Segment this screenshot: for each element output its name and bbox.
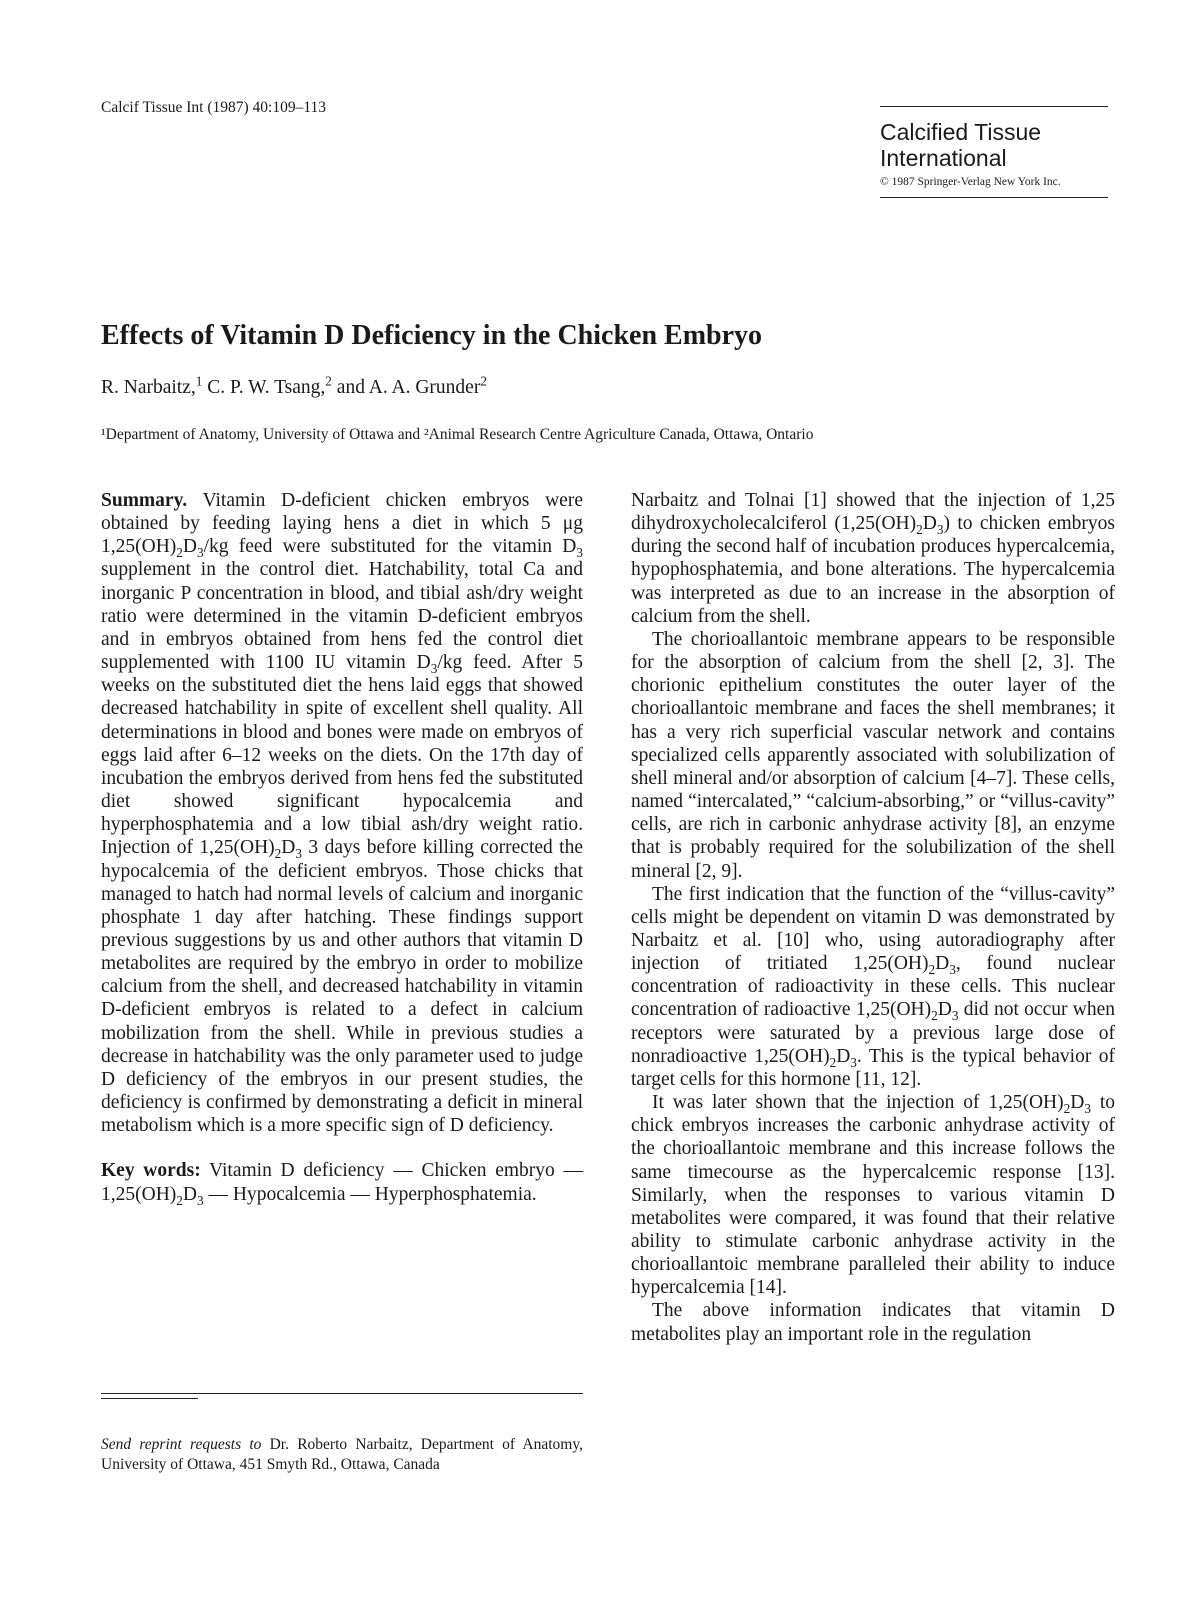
footnote-short-rule bbox=[101, 1398, 198, 1399]
author-list bbox=[101, 373, 487, 399]
keywords-paragraph bbox=[101, 1159, 583, 1208]
reprint-footnote bbox=[101, 1435, 583, 1475]
subscript: 2 bbox=[916, 522, 923, 538]
body-paragraph-3 bbox=[631, 883, 1115, 1091]
body-text: , found nuclear concentration of radioactivity in these cells. This nuclear concentration of radioactive 1,25(OH) bbox=[631, 953, 1115, 1021]
subscript: 2 bbox=[176, 1192, 183, 1208]
footnote-label: Send reprint requests to bbox=[101, 1436, 262, 1453]
footnote-text: Dr. Roberto Narbaitz, Department of Anatomy, University of Ottawa, 451 Smyth Rd., Ottawa, Canada bbox=[101, 1436, 583, 1473]
left-column bbox=[101, 489, 583, 1206]
body-paragraph-1 bbox=[631, 489, 1115, 628]
subscript: 3 bbox=[1084, 1100, 1091, 1116]
journal-masthead bbox=[880, 106, 1108, 198]
copyright-notice: © 1987 Springer-Verlag New York Inc. bbox=[880, 176, 1061, 188]
subscript: 2 bbox=[1063, 1100, 1071, 1116]
subscript: 3 bbox=[936, 522, 944, 538]
summary-label: Summary. bbox=[101, 490, 188, 511]
author-affiliation-mark: 2 bbox=[325, 373, 332, 389]
body-paragraph-4 bbox=[631, 1091, 1115, 1299]
summary-paragraph bbox=[101, 489, 583, 1137]
body-text: D bbox=[935, 953, 950, 975]
summary-text: 3 days before killing corrected the hypocalcemia of the deficient embryos. Those chicks that managed to hatch had normal levels of calcium and inorganic phosphate 1 day after hatching. These findings support previous suggestions by us and other authors that vitamin D metabolites are required by the embryo in order to mobilize calcium from the shell, and decreased hatchability in vitamin D-deficient embryos is related to a defect in calcium mobilization from the shell. While in previous studies a decrease in hatchability was the only parameter used to judge D deficiency of the embryos in our present studies, the deficiency is confirmed by demonstrating a deficit in mineral metabolism which is a more specific sign of D deficiency. bbox=[101, 837, 584, 1137]
summary-text: D bbox=[182, 536, 197, 558]
body-text: D bbox=[836, 1045, 851, 1067]
subscript: 3 bbox=[576, 545, 583, 561]
author-name: and A. A. Grunder bbox=[331, 377, 481, 398]
affiliations: ¹Department of Anatomy, University of Ottawa and ²Animal Research Centre Agriculture Canada, Ottawa, Ontario bbox=[101, 426, 814, 443]
summary-text: /kg feed were substituted for the vitamin D bbox=[203, 536, 577, 558]
body-text: ) to chicken embryos during the second half of incubation produces hypercalcemia, hypophosphatemia, and bone alterations. The hypercalcemia was interpreted as due to an increase in the absorption of calcium from the shell. bbox=[631, 513, 1115, 627]
subscript: 3 bbox=[430, 660, 438, 676]
right-column bbox=[631, 489, 1115, 1346]
author-name: R. Narbaitz, bbox=[101, 377, 196, 398]
summary-text: supplement in the control diet. Hatchability, total Ca and inorganic P concentration in blood, and tibial ash/dry weight ratio were determined in the vitamin D-deficient embryos and in embryos obtained from hens fed the control diet supplemented with 1100 IU vitamin D bbox=[101, 559, 583, 674]
subscript: 3 bbox=[949, 962, 956, 978]
body-text: It was later shown that the injection of 1,25(OH) bbox=[652, 1092, 1064, 1114]
subscript: 2 bbox=[176, 545, 183, 561]
summary-text: /kg feed. After 5 weeks on the substituted diet the hens laid eggs that showed decreased hatchability in spite of excellent shell quality. All determinations in blood and bones were made on embryos of eggs laid after 6–12 weeks on the diets. On the 17th day of incubation the embryos derived from hens fed the substituted diet showed significant hypocalcemia and hyperphosphatemia and a low tibial ash/dry weight ratio. Injection of 1,25(OH) bbox=[101, 652, 583, 859]
journal-name-line1: Calcified Tissue bbox=[880, 119, 1042, 145]
summary-text: Vitamin D-deficient chicken embryos were obtained by feeding laying hens a diet in which 5 μg 1,25(OH) bbox=[101, 490, 583, 558]
subscript: 2 bbox=[928, 962, 936, 978]
summary-text: D bbox=[281, 837, 296, 859]
subscript: 3 bbox=[951, 1008, 959, 1024]
subscript: 2 bbox=[829, 1054, 837, 1070]
body-text: Narbaitz and Tolnai [1] showed that the injection of 1,25 dihydroxycholecalciferol (1,25(OH) bbox=[631, 490, 1115, 535]
author-name: C. P. W. Tsang, bbox=[202, 377, 326, 398]
body-text: . This is the typical behavior of target cells for this hormone [11, 12]. bbox=[631, 1045, 1115, 1090]
body-text: D bbox=[937, 999, 952, 1021]
journal-name-line2: International bbox=[880, 145, 1007, 171]
keywords-text: — Hypocalcemia — Hyperphosphatemia. bbox=[203, 1183, 537, 1205]
subscript: 3 bbox=[295, 846, 302, 862]
body-text: to chick embryos increases the carbonic anhydrase activity of the chorioallantoic membrane and this increase follows the same timecourse as the hypercalcemic response [13]. Similarly, when the responses to various vitamin D metabolites were compared, it was found that their relative ability to stimulate carbonic anhydrase activity in the chorioallantoic membrane paralleled their ability to induce hypercalcemia [14]. bbox=[631, 1092, 1115, 1299]
body-paragraph-2: The chorioallantoic membrane appears to be responsible for the absorption of calcium from the shell [2, 3]. The chorionic epithelium constitutes the outer layer of the chorioallantoic membrane and faces the shell membranes; it has a very rich superficial vascular network and contains specialized cells apparently associated with solubilization of shell mineral and/or absorption of calcium [4–7]. These cells, named “intercalated,” “calcium-absorbing,” or “villus-cavity” cells, are rich in carbonic anhydrase activity [8], an enzyme that is probably required for the solubilization of the shell mineral [2, 9]. bbox=[631, 628, 1115, 882]
subscript: 3 bbox=[197, 545, 204, 561]
body-text: D bbox=[1070, 1092, 1085, 1114]
article-title: Effects of Vitamin D Deficiency in the Chicken Embryo bbox=[101, 320, 763, 351]
keywords-text: Vitamin D deficiency — Chicken embryo — 1,25(OH) bbox=[101, 1160, 583, 1205]
journal-citation: Calcif Tissue Int (1987) 40:109–113 bbox=[101, 99, 327, 116]
masthead-top-rule bbox=[880, 106, 1108, 107]
masthead-bottom-rule bbox=[880, 197, 1108, 198]
author-affiliation-mark: 1 bbox=[195, 373, 203, 389]
body-paragraph-5: The above information indicates that vitamin D metabolites play an important role in the regulation bbox=[631, 1300, 1115, 1345]
footnote-separator bbox=[101, 1393, 583, 1394]
body-text: The first indication that the function of the “villus-cavity” cells might be dependent on vitamin D was demonstrated by Narbaitz et al. [10] who, using autoradiography after injection of tritiated 1,25(OH) bbox=[631, 883, 1115, 975]
subscript: 2 bbox=[274, 846, 282, 862]
keywords-label: Key words: bbox=[101, 1160, 201, 1182]
subscript: 2 bbox=[931, 1008, 938, 1024]
subscript: 3 bbox=[197, 1192, 204, 1208]
body-text: D bbox=[922, 513, 937, 535]
author-affiliation-mark: 2 bbox=[480, 373, 487, 389]
keywords-text: D bbox=[182, 1183, 197, 1205]
subscript: 3 bbox=[850, 1054, 857, 1070]
body-text: did not occur when receptors were saturated by a previous large dose of nonradioactive 1,25(OH) bbox=[631, 999, 1115, 1067]
journal-name bbox=[880, 119, 1108, 171]
